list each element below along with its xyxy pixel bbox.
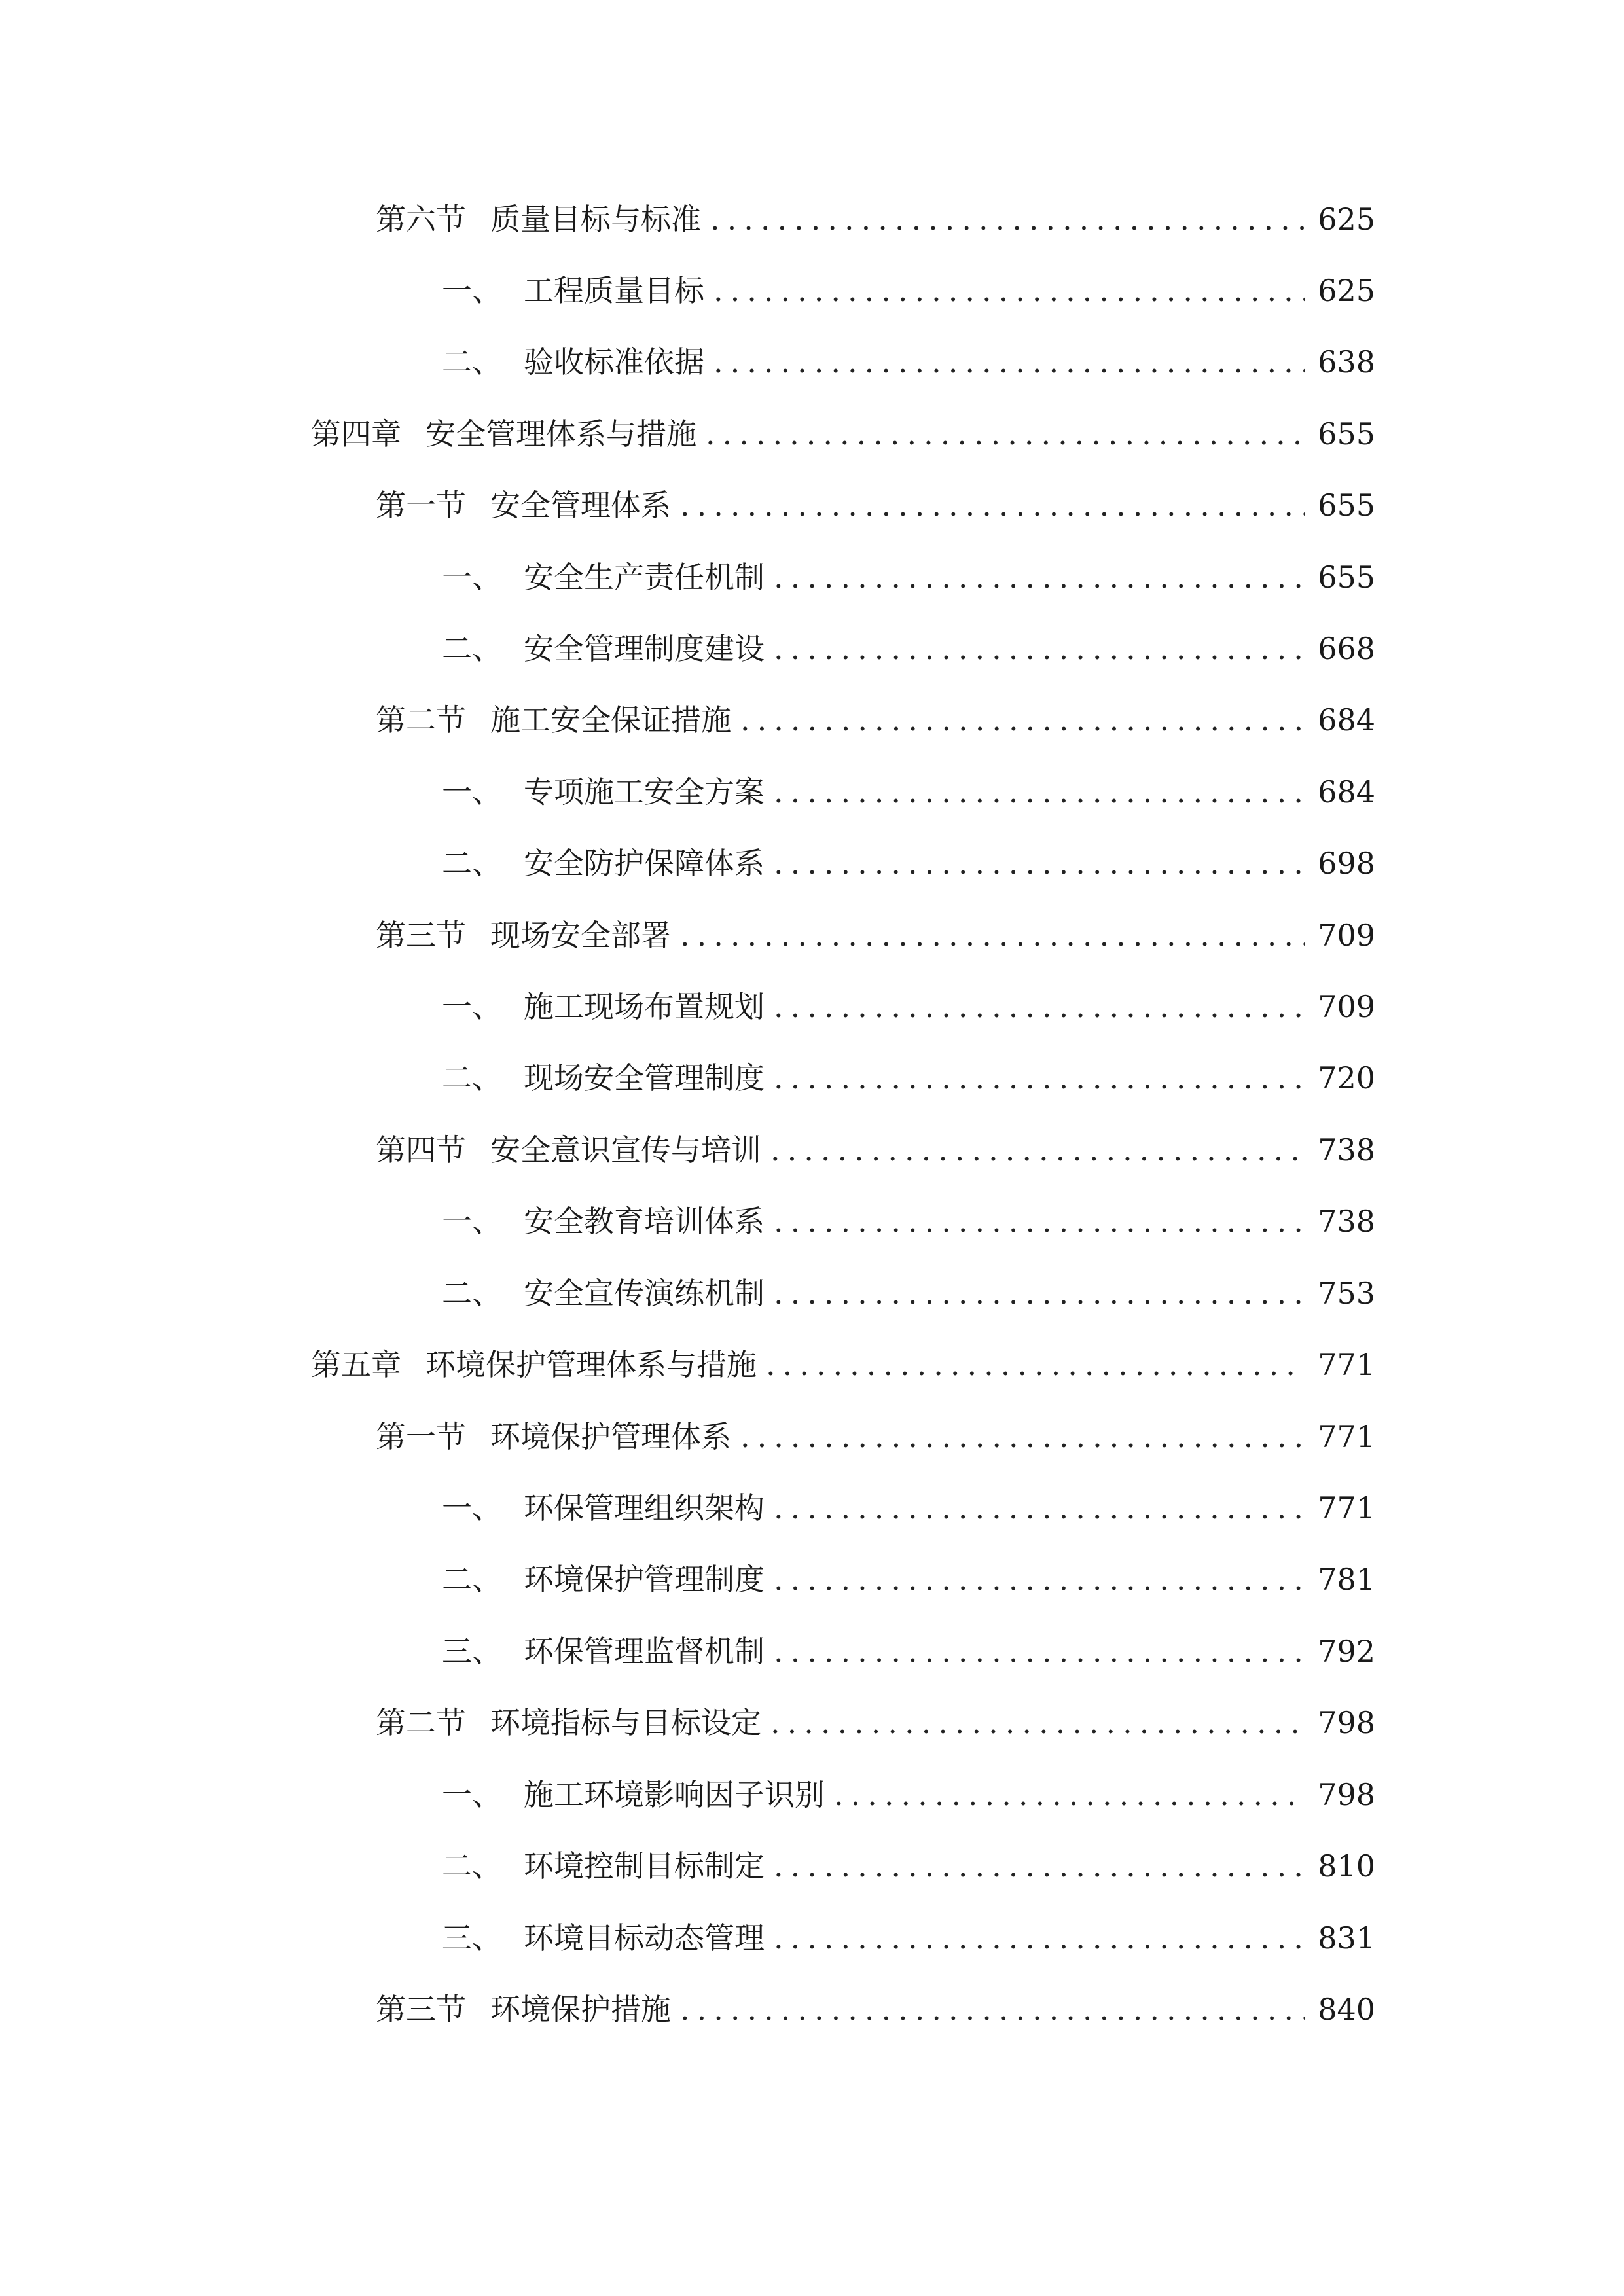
entry-number: 一、 xyxy=(442,560,502,595)
dot-leader xyxy=(774,980,1305,1033)
entry-page-number: 684 xyxy=(1318,774,1375,810)
toc-entry-item[interactable] xyxy=(442,1195,1375,1247)
toc-entry-item[interactable] xyxy=(442,766,1375,818)
entry-page-number: 738 xyxy=(1318,1132,1375,1168)
entry-title: 环境保护管理制度 xyxy=(524,1562,765,1597)
toc-entry-item[interactable] xyxy=(442,1052,1375,1104)
entry-number: 第六节 xyxy=(376,202,466,237)
entry-title: 环保管理监督机制 xyxy=(524,1634,765,1669)
dot-leader xyxy=(774,1482,1305,1534)
entry-label xyxy=(442,622,765,675)
toc-entry-section[interactable] xyxy=(376,694,1375,746)
entry-number: 第五章 xyxy=(311,1347,401,1382)
entry-label xyxy=(376,1696,761,1749)
entry-label xyxy=(442,1840,765,1892)
entry-page-number: 753 xyxy=(1318,1276,1375,1311)
toc-entry-section[interactable] xyxy=(376,1124,1375,1176)
entry-page-number: 625 xyxy=(1318,202,1375,237)
entry-page-number: 668 xyxy=(1318,631,1375,666)
toc-entry-chapter[interactable] xyxy=(311,1338,1375,1391)
entry-page-number: 771 xyxy=(1318,1490,1375,1526)
entry-number: 一、 xyxy=(442,774,502,810)
entry-title: 环境保护管理体系 xyxy=(490,1419,731,1454)
entry-label xyxy=(442,1052,765,1104)
entry-label xyxy=(442,1267,765,1319)
entry-title: 安全防护保障体系 xyxy=(524,846,765,881)
toc-entry-section[interactable] xyxy=(376,193,1375,245)
entry-label xyxy=(442,1195,765,1247)
entry-label xyxy=(376,694,731,746)
toc-entry-section[interactable] xyxy=(376,1983,1375,2036)
entry-title: 安全管理制度建设 xyxy=(524,631,765,666)
dot-leader xyxy=(740,694,1305,746)
entry-label xyxy=(376,1983,671,2036)
entry-page-number: 709 xyxy=(1318,918,1375,953)
toc-entry-section[interactable] xyxy=(376,479,1375,531)
entry-title: 安全管理体系 xyxy=(490,488,671,523)
entry-page-number: 709 xyxy=(1318,989,1375,1024)
dot-leader xyxy=(774,1840,1305,1892)
entry-title: 环境保护管理体系与措施 xyxy=(425,1347,757,1382)
entry-page-number: 684 xyxy=(1318,702,1375,738)
entry-title: 环境控制目标制定 xyxy=(524,1848,765,1884)
entry-page-number: 655 xyxy=(1318,560,1375,595)
toc-entry-item[interactable] xyxy=(442,336,1375,388)
entry-title: 环保管理组织架构 xyxy=(524,1490,765,1526)
dot-leader xyxy=(770,1696,1305,1749)
toc-entry-item[interactable] xyxy=(442,1267,1375,1319)
entry-label xyxy=(442,264,704,317)
entry-title: 环境保护措施 xyxy=(490,1992,671,2027)
entry-number: 三、 xyxy=(442,1920,502,1956)
dot-leader xyxy=(774,1625,1305,1677)
entry-page-number: 781 xyxy=(1318,1562,1375,1597)
dot-leader xyxy=(774,551,1305,603)
entry-number: 第三节 xyxy=(376,918,466,953)
entry-number: 二、 xyxy=(442,631,502,666)
dot-leader xyxy=(740,1410,1305,1463)
entry-page-number: 738 xyxy=(1318,1204,1375,1239)
toc-entry-section[interactable] xyxy=(376,1410,1375,1463)
entry-label xyxy=(311,408,696,460)
entry-number: 第二节 xyxy=(376,1705,466,1740)
entry-number: 第三节 xyxy=(376,1992,466,2027)
entry-number: 一、 xyxy=(442,273,502,308)
entry-label xyxy=(442,1912,765,1964)
entry-page-number: 771 xyxy=(1318,1347,1375,1382)
toc-entry-item[interactable] xyxy=(442,264,1375,317)
toc-entry-section[interactable] xyxy=(376,1696,1375,1749)
entry-number: 二、 xyxy=(442,846,502,881)
dot-leader xyxy=(706,408,1305,460)
entry-page-number: 655 xyxy=(1318,488,1375,523)
entry-title: 环境目标动态管理 xyxy=(524,1920,765,1956)
entry-number: 一、 xyxy=(442,1777,502,1812)
entry-page-number: 638 xyxy=(1318,344,1375,380)
dot-leader xyxy=(774,1912,1305,1964)
dot-leader xyxy=(834,1768,1305,1821)
entry-label xyxy=(376,909,671,961)
entry-title: 施工现场布置规划 xyxy=(524,989,765,1024)
toc-entry-item[interactable] xyxy=(442,980,1375,1033)
entry-number: 第一节 xyxy=(376,488,466,523)
dot-leader xyxy=(770,1124,1305,1176)
entry-page-number: 810 xyxy=(1318,1848,1375,1884)
entry-page-number: 698 xyxy=(1318,846,1375,881)
entry-number: 第二节 xyxy=(376,702,466,738)
entry-title: 安全管理体系与措施 xyxy=(425,416,696,452)
dot-leader xyxy=(680,909,1305,961)
entry-label xyxy=(442,1482,765,1534)
toc-entry-item[interactable] xyxy=(442,1625,1375,1677)
entry-title: 现场安全管理制度 xyxy=(524,1060,765,1096)
entry-number: 一、 xyxy=(442,989,502,1024)
entry-title: 验收标准依据 xyxy=(524,344,704,380)
entry-page-number: 840 xyxy=(1318,1992,1375,2027)
entry-page-number: 792 xyxy=(1318,1634,1375,1669)
toc-entry-item[interactable] xyxy=(442,551,1375,603)
toc-entry-item[interactable] xyxy=(442,1768,1375,1821)
entry-number: 一、 xyxy=(442,1204,502,1239)
dot-leader xyxy=(774,1052,1305,1104)
dot-leader xyxy=(774,1267,1305,1319)
entry-number: 第一节 xyxy=(376,1419,466,1454)
toc-entry-section[interactable] xyxy=(376,909,1375,961)
entry-title: 安全教育培训体系 xyxy=(524,1204,765,1239)
entry-title: 安全意识宣传与培训 xyxy=(490,1132,761,1168)
dot-leader xyxy=(713,336,1305,388)
toc-entry-chapter[interactable] xyxy=(311,408,1375,460)
entry-number: 二、 xyxy=(442,1060,502,1096)
entry-number: 第四节 xyxy=(376,1132,466,1168)
entry-number: 一、 xyxy=(442,1490,502,1526)
entry-page-number: 720 xyxy=(1318,1060,1375,1096)
entry-page-number: 798 xyxy=(1318,1705,1375,1740)
entry-number: 二、 xyxy=(442,344,502,380)
dot-leader xyxy=(680,1983,1305,2036)
entry-title: 安全生产责任机制 xyxy=(524,560,765,595)
entry-label xyxy=(442,336,704,388)
entry-label xyxy=(442,551,765,603)
entry-label xyxy=(442,980,765,1033)
entry-title: 质量目标与标准 xyxy=(490,202,701,237)
entry-page-number: 625 xyxy=(1318,273,1375,308)
dot-leader xyxy=(774,622,1305,675)
entry-label xyxy=(376,1410,731,1463)
entry-title: 安全宣传演练机制 xyxy=(524,1276,765,1311)
toc-entry-item[interactable] xyxy=(442,1840,1375,1892)
dot-leader xyxy=(713,264,1305,317)
toc-entry-item[interactable] xyxy=(442,1912,1375,1964)
entry-page-number: 798 xyxy=(1318,1777,1375,1812)
entry-title: 施工环境影响因子识别 xyxy=(524,1777,825,1812)
dot-leader xyxy=(774,766,1305,818)
entry-number: 第四章 xyxy=(311,416,401,452)
entry-label xyxy=(442,1768,825,1821)
toc-entry-item[interactable] xyxy=(442,837,1375,889)
entry-label xyxy=(442,837,765,889)
entry-label xyxy=(376,479,671,531)
entry-label xyxy=(376,193,701,245)
entry-page-number: 831 xyxy=(1318,1920,1375,1956)
entry-page-number: 655 xyxy=(1318,416,1375,452)
entry-title: 专项施工安全方案 xyxy=(524,774,765,810)
dot-leader xyxy=(680,479,1305,531)
entry-label xyxy=(376,1124,761,1176)
dot-leader xyxy=(710,193,1305,245)
dot-leader xyxy=(774,1195,1305,1247)
entry-number: 三、 xyxy=(442,1634,502,1669)
entry-page-number: 771 xyxy=(1318,1419,1375,1454)
entry-label xyxy=(442,766,765,818)
entry-number: 二、 xyxy=(442,1276,502,1311)
entry-title: 施工安全保证措施 xyxy=(490,702,731,738)
toc-entry-item[interactable] xyxy=(442,1553,1375,1605)
entry-label xyxy=(442,1553,765,1605)
entry-title: 环境指标与目标设定 xyxy=(490,1705,761,1740)
dot-leader xyxy=(766,1338,1305,1391)
entry-number: 二、 xyxy=(442,1848,502,1884)
dot-leader xyxy=(774,1553,1305,1605)
dot-leader xyxy=(774,837,1305,889)
entry-title: 工程质量目标 xyxy=(524,273,704,308)
entry-label xyxy=(311,1338,757,1391)
entry-number: 二、 xyxy=(442,1562,502,1597)
toc-entry-item[interactable] xyxy=(442,1482,1375,1534)
entry-title: 现场安全部署 xyxy=(490,918,671,953)
entry-label xyxy=(442,1625,765,1677)
toc-entry-item[interactable] xyxy=(442,622,1375,675)
